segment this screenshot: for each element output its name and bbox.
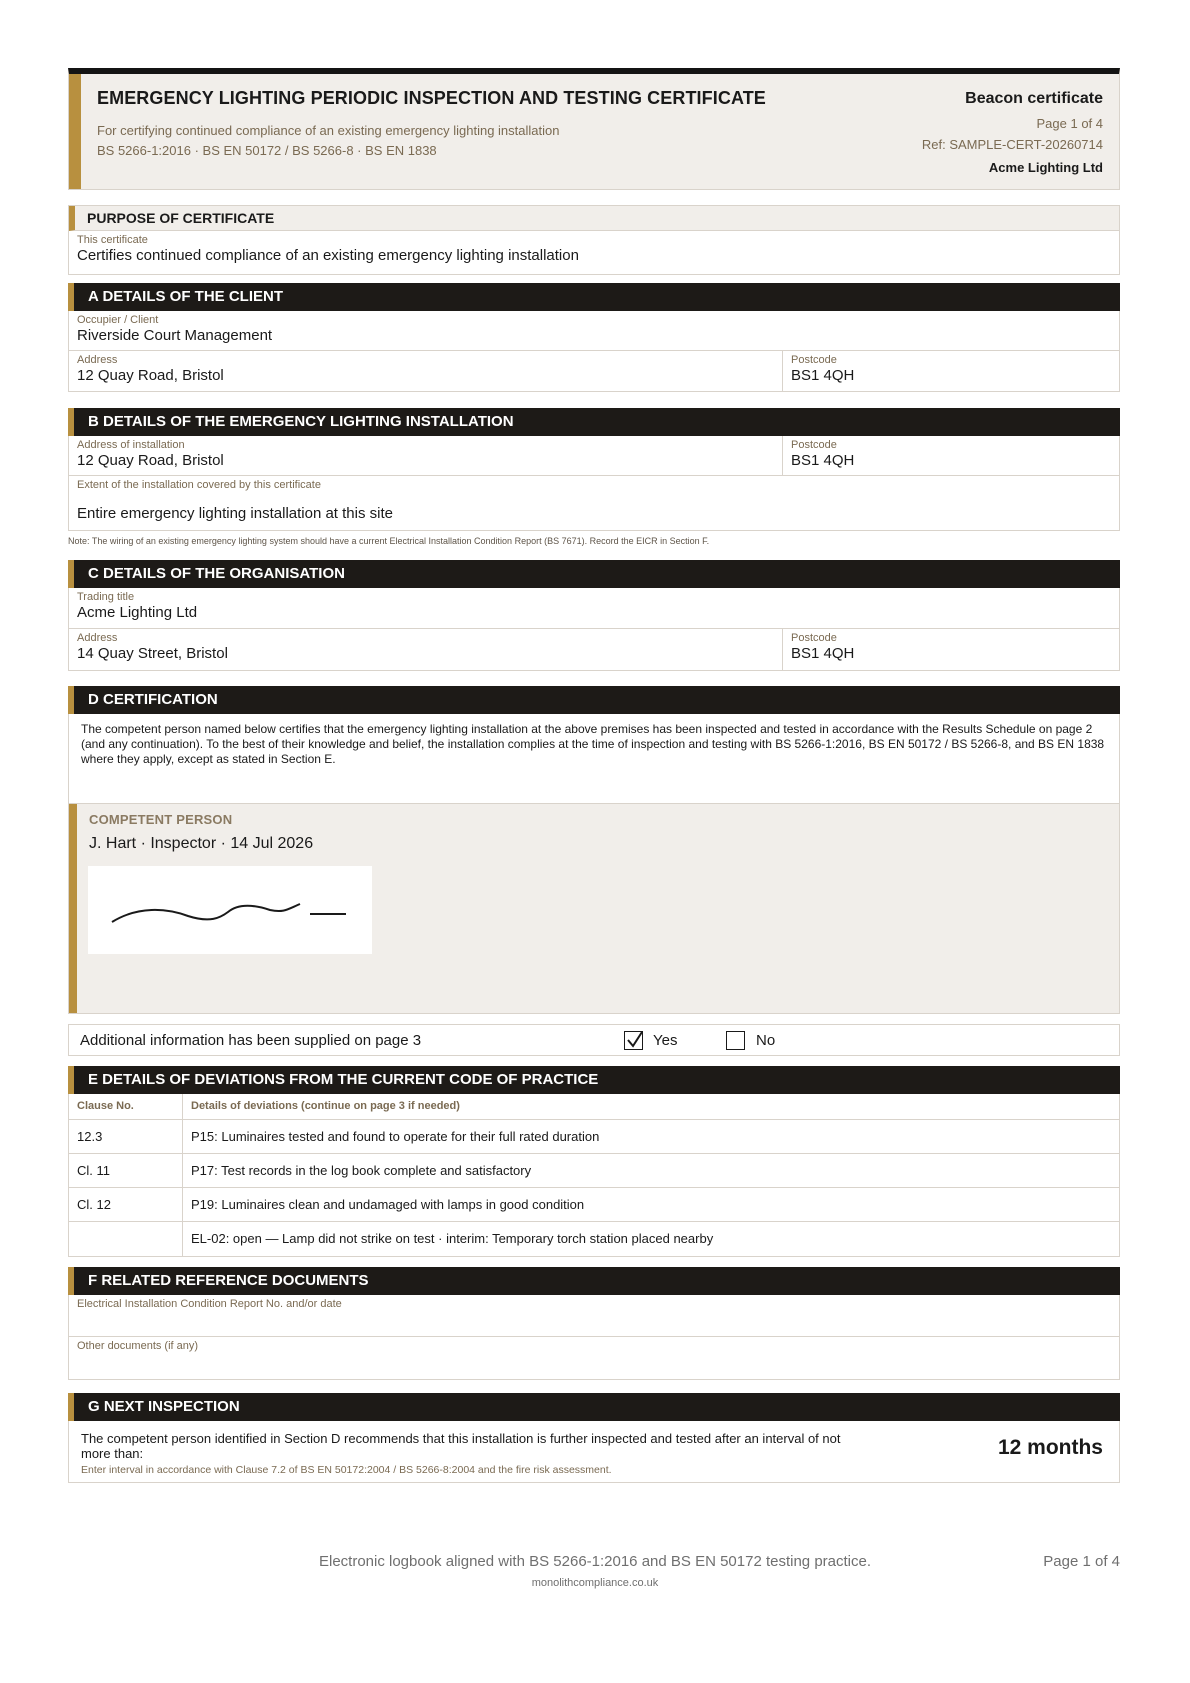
signature-image	[88, 866, 372, 954]
next-inspection-text: The competent person identified in Section D recommends that this installation is further inspected and tested after an interval of not more than:	[81, 1431, 841, 1461]
deviation-details[interactable]: P19: Luminaires clean and undamaged with lamps in good condition	[183, 1188, 1119, 1222]
section-g	[68, 1393, 1120, 1483]
page-footer	[0, 1553, 1190, 1613]
deviation-clause[interactable]	[69, 1222, 183, 1256]
extent-label: Extent of the installation covered by this certificate	[77, 479, 321, 491]
installation-address-field[interactable]: 12 Quay Road, Bristol	[77, 452, 224, 469]
section-d	[68, 686, 1120, 821]
installation-postcode-field[interactable]: BS1 4QH	[791, 452, 855, 469]
deviation-clause[interactable]: 12.3	[69, 1120, 183, 1154]
section-c-heading: C DETAILS OF THE ORGANISATION	[68, 560, 1120, 588]
details-column-header: Details of deviations (continue on page 3 if needed)	[183, 1094, 1119, 1120]
trading-title-label: Trading title	[77, 591, 135, 603]
section-e-heading: E DETAILS OF DEVIATIONS FROM THE CURRENT CODE OF PRACTICE	[68, 1066, 1120, 1094]
purpose-heading: PURPOSE OF CERTIFICATE	[69, 206, 1119, 231]
eicr-label: Electrical Installation Condition Report No. and/or date	[77, 1298, 342, 1310]
deviation-details[interactable]: EL-02: open — Lamp did not strike on test · interim: Temporary torch station placed nearby	[191, 1231, 714, 1246]
footer-text: Electronic logbook aligned with BS 5266-1:2016 and BS EN 50172 testing practice.	[318, 1553, 872, 1570]
section-d-heading: D CERTIFICATION	[68, 686, 1120, 714]
brand-name: Beacon certificate	[965, 90, 1103, 107]
section-g-heading: G NEXT INSPECTION	[68, 1393, 1120, 1421]
client-address-label: Address	[77, 354, 118, 366]
competent-person-panel	[68, 803, 1120, 1014]
org-address-label: Address	[77, 632, 118, 644]
org-address-field[interactable]: 14 Quay Street, Bristol	[77, 645, 228, 662]
eicr-note: Note: The wiring of an existing emergency lighting system should have a current Electrical Installation Condition Report (BS 7671). Record the EICR in Section F.	[68, 536, 710, 546]
deviation-details[interactable]: P15: Luminaires tested and found to operate for their full rated duration	[183, 1120, 1119, 1154]
certificate-header	[68, 68, 1120, 190]
no-label: No	[756, 1032, 776, 1049]
section-b	[68, 408, 1120, 546]
section-a-heading: A DETAILS OF THE CLIENT	[68, 283, 1120, 311]
additional-info-text: Additional information has been supplied on page 3	[80, 1032, 422, 1049]
yes-checkbox[interactable]	[624, 1031, 643, 1050]
occupier-label: Occupier / Client	[77, 314, 159, 326]
certificate-title: EMERGENCY LIGHTING PERIODIC INSPECTION AND TESTING CERTIFICATE	[97, 88, 766, 108]
section-f	[68, 1267, 1120, 1380]
occupier-field[interactable]: Riverside Court Management	[77, 327, 273, 344]
extent-field[interactable]: Entire emergency lighting installation at this site	[77, 505, 393, 522]
client-address-field[interactable]: 12 Quay Road, Bristol	[77, 367, 224, 384]
competent-accent-bar	[69, 804, 77, 1013]
next-inspection-hint: Enter interval in accordance with Clause 7.2 of BS EN 50172:2004 / BS 5266-8:2004 and the fire risk assessment.	[81, 1464, 612, 1476]
org-postcode-label: Postcode	[791, 632, 837, 644]
purpose-section	[68, 205, 1120, 275]
installation-address-label: Address of installation	[77, 439, 185, 451]
footer-website: monolithcompliance.co.uk	[531, 1577, 659, 1589]
certificate-page	[68, 68, 1120, 1476]
competent-person-value: J. Hart · Inspector · 14 Jul 2026	[89, 835, 314, 852]
next-inspection-interval[interactable]: 12 months	[997, 1436, 1103, 1459]
yes-label: Yes	[653, 1032, 678, 1049]
page-indicator: Page 1 of 4	[1036, 116, 1103, 131]
section-a	[68, 283, 1120, 392]
check-icon	[626, 1029, 644, 1049]
trading-title-field[interactable]: Acme Lighting Ltd	[77, 604, 198, 621]
certificate-ref: Ref: SAMPLE-CERT-20260714	[921, 137, 1103, 152]
client-postcode-label: Postcode	[791, 354, 837, 366]
installation-postcode-label: Postcode	[791, 439, 837, 451]
certificate-subtitle: For certifying continued compliance of an existing emergency lighting installation	[97, 123, 560, 138]
deviation-clause[interactable]: Cl. 11	[69, 1154, 183, 1188]
header-meta	[922, 90, 1103, 175]
deviations-table	[68, 1094, 1120, 1257]
other-docs-label: Other documents (if any)	[77, 1340, 199, 1352]
header-accent-bar	[69, 74, 81, 189]
deviation-details[interactable]: P17: Test records in the log book complete and satisfactory	[183, 1154, 1119, 1188]
client-postcode-field[interactable]: BS1 4QH	[791, 367, 855, 384]
competent-person-label: COMPETENT PERSON	[89, 812, 233, 827]
section-b-heading: B DETAILS OF THE EMERGENCY LIGHTING INSTALLATION	[68, 408, 1120, 436]
section-e	[68, 1066, 1120, 1257]
purpose-label: This certificate	[77, 234, 148, 246]
footer-page-number: Page 1 of 4	[1043, 1553, 1120, 1570]
organisation-name: Acme Lighting Ltd	[988, 160, 1103, 175]
purpose-value: Certifies continued compliance of an existing emergency lighting installation	[77, 247, 579, 264]
org-postcode-field[interactable]: BS1 4QH	[791, 645, 855, 662]
section-f-heading: F RELATED REFERENCE DOCUMENTS	[68, 1267, 1120, 1295]
certification-text: The competent person named below certifies that the emergency lighting installation at the above premises has been inspected and tested in accordance with the Results Schedule on page 2 (and any continuation). To the best of their knowledge and belief, the installation complies at the time of inspection and testing with BS 5266-1:2016, BS EN 50172 / BS 5266-8, and BS EN 1838 where they apply, except as stated in Section E.	[81, 722, 1105, 766]
section-c	[68, 560, 1120, 671]
no-checkbox[interactable]	[726, 1031, 745, 1050]
certificate-standards: BS 5266-1:2016 · BS EN 50172 / BS 5266-8 · BS EN 1838	[97, 143, 437, 158]
additional-info-row	[68, 1024, 1120, 1056]
deviation-clause[interactable]: Cl. 12	[69, 1188, 183, 1222]
clause-column-header: Clause No.	[69, 1094, 183, 1120]
